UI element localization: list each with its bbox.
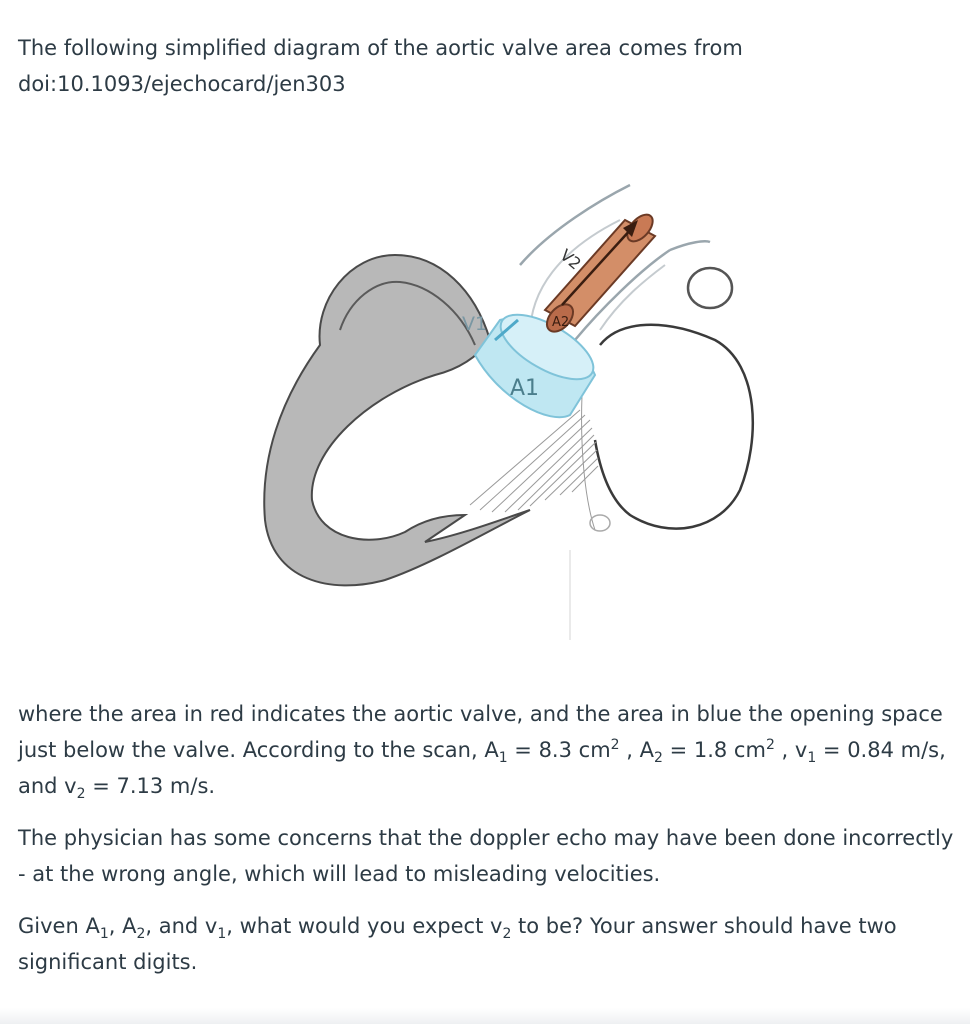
subscript-1: 1 <box>99 926 109 943</box>
question-text-4: , what would you expect v <box>226 914 503 938</box>
question-text-5: to be? Your answer should have two significant digits. <box>18 914 897 974</box>
subscript-1: 1 <box>807 750 817 767</box>
label-v2: V2 <box>556 245 585 274</box>
measurements-text-3: , A <box>619 738 654 762</box>
ventricle-wall <box>264 255 530 585</box>
question-body <box>18 696 958 996</box>
paragraph-measurements <box>18 696 958 804</box>
superscript-2: 2 <box>610 737 620 753</box>
superscript-2: 2 <box>765 737 775 753</box>
measurements-text-1: where the area in red indicates the aortic valve, and the area in blue the opening space just below the valve. According to the scan, A <box>18 702 943 762</box>
bottom-fade <box>0 1008 970 1024</box>
subscript-2: 2 <box>502 926 512 943</box>
chordae-lines <box>470 395 598 530</box>
aortic-valve-diagram <box>200 170 780 650</box>
question-text-1: Given A <box>18 914 100 938</box>
subscript-2: 2 <box>136 926 146 943</box>
measurements-text-2: = 8.3 cm <box>507 738 611 762</box>
label-a2: A2 <box>552 315 570 330</box>
intro-line-1: The following simplified diagram of the aortic valve area comes from <box>18 36 743 60</box>
measurements-text-5: , v <box>774 738 808 762</box>
doi-reference: doi:10.1093/ejechocard/jen303 <box>18 72 346 96</box>
subscript-2: 2 <box>76 786 86 803</box>
measurements-text-4: = 1.8 cm <box>662 738 766 762</box>
intro-text <box>18 30 938 102</box>
subscript-1: 1 <box>498 750 508 767</box>
question-text-2: , A <box>108 914 137 938</box>
label-v1: V1 <box>462 313 488 335</box>
vessel-circle <box>688 268 732 308</box>
label-a1: A1 <box>510 376 540 401</box>
measurements-text-6: = 0.84 m/s, and v <box>18 738 946 798</box>
subscript-2: 2 <box>653 750 663 767</box>
right-chamber-outline <box>595 325 753 529</box>
paragraph-question <box>18 908 958 980</box>
measurements-text-7: = 7.13 m/s. <box>85 774 216 798</box>
question-text-3: , and v <box>145 914 218 938</box>
paragraph-concern: The physician has some concerns that the doppler echo may have been done incorrectly - at the wrong angle, which will lead to misleading velocities. <box>18 826 954 886</box>
subscript-1: 1 <box>217 926 227 943</box>
